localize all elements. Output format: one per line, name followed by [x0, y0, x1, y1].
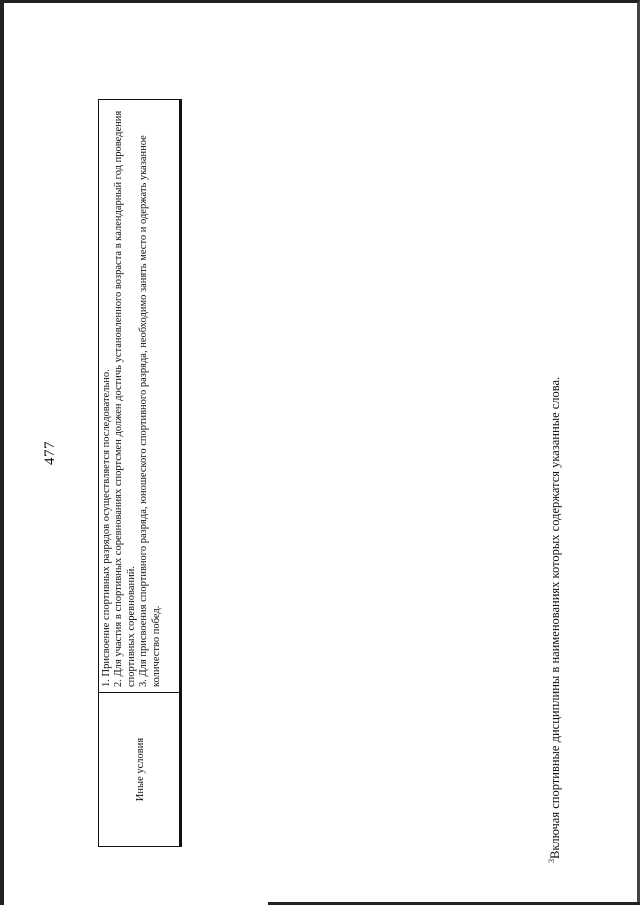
table-edge-shadow: [179, 99, 182, 847]
conditions-table: [98, 99, 182, 847]
condition-item-2: 2. Для участия в спортивных соревнованиях спортсмен должен достичь установленного возраста в календарный год проведения спортивных соревнований.: [113, 110, 137, 687]
footnote-text: Включая спортивные дисциплины в наименованиях которых содержатся указанные слова.: [548, 376, 563, 859]
footnote-marker: 3: [547, 859, 556, 863]
conditions-items-cell: [99, 100, 181, 692]
condition-item-3: 3. Для присвоения спортивного разряда, юношеского спортивного разряда, необходимо занять место и одержать указанное количество побед.: [138, 135, 162, 687]
footnote: [547, 377, 563, 863]
page-number: 477: [42, 441, 58, 465]
conditions-label: Иные условия: [134, 737, 146, 802]
conditions-label-cell: [99, 692, 181, 846]
condition-item-1: 1. Присвоение спортивных разрядов осуществляется последовательно.: [101, 369, 112, 687]
